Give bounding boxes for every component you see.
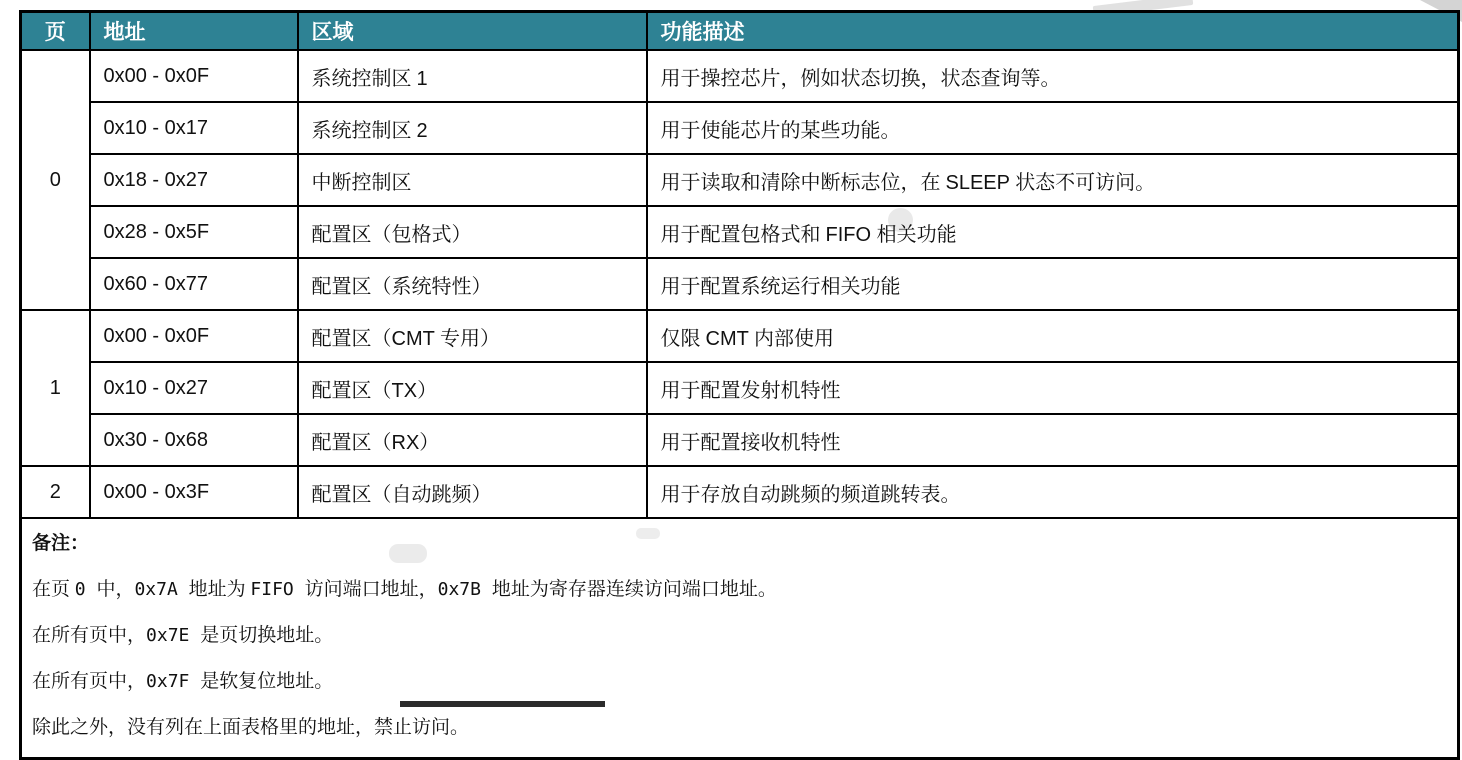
page-cell: 2: [21, 466, 90, 518]
register-map-table: [19, 10, 1460, 760]
region-cell: 系统控制区 2: [298, 102, 647, 154]
description-cell: 用于配置包格式和 FIFO 相关功能: [647, 206, 1459, 258]
table-row: [21, 362, 1459, 414]
table-row: [21, 50, 1459, 102]
address-cell: 0x18 - 0x27: [90, 154, 298, 206]
header-region: 区域: [298, 12, 647, 51]
notes-row: [21, 518, 1459, 759]
address-cell: 0x00 - 0x0F: [90, 310, 298, 362]
region-cell: 配置区（包格式）: [298, 206, 647, 258]
notes-lines: [32, 575, 1445, 743]
header-page: 页: [21, 12, 90, 51]
address-cell: 0x00 - 0x3F: [90, 466, 298, 518]
region-cell: 配置区（CMT 专用）: [298, 310, 647, 362]
note-line: 在所有页中，0x7F 是软复位地址。: [32, 671, 334, 692]
region-cell: 配置区（RX）: [298, 414, 647, 466]
description-cell: 用于配置发射机特性: [647, 362, 1459, 414]
page-cell: 0: [21, 50, 90, 310]
table-row: [21, 102, 1459, 154]
note-line: 在页 0 中，0x7A 地址为 FIFO 访问端口地址，0x7B 地址为寄存器连续访问端口地址。: [32, 579, 777, 600]
header-row: [21, 12, 1459, 51]
address-cell: 0x60 - 0x77: [90, 258, 298, 310]
table-row: [21, 310, 1459, 362]
address-cell: 0x10 - 0x17: [90, 102, 298, 154]
address-cell: 0x10 - 0x27: [90, 362, 298, 414]
notes-cell: [21, 518, 1459, 759]
region-cell: 系统控制区 1: [298, 50, 647, 102]
region-cell: 配置区（系统特性）: [298, 258, 647, 310]
header-address: 地址: [90, 12, 298, 51]
region-cell: 配置区（TX）: [298, 362, 647, 414]
register-table-body: [21, 50, 1459, 518]
description-cell: 用于操控芯片，例如状态切换，状态查询等。: [647, 50, 1459, 102]
address-cell: 0x30 - 0x68: [90, 414, 298, 466]
region-cell: 配置区（自动跳频）: [298, 466, 647, 518]
table-row: [21, 466, 1459, 518]
address-cell: 0x00 - 0x0F: [90, 50, 298, 102]
table-row: [21, 206, 1459, 258]
description-cell: 用于配置接收机特性: [647, 414, 1459, 466]
description-cell: 用于存放自动跳频的频道跳转表。: [647, 466, 1459, 518]
table-row: [21, 154, 1459, 206]
address-cell: 0x28 - 0x5F: [90, 206, 298, 258]
note-line: 除此之外，没有列在上面表格里的地址，禁止访问。: [32, 717, 470, 738]
description-cell: 用于读取和清除中断标志位，在 SLEEP 状态不可访问。: [647, 154, 1459, 206]
page-cell: 1: [21, 310, 90, 466]
region-cell: 中断控制区: [298, 154, 647, 206]
header-description: 功能描述: [647, 12, 1459, 51]
note-line: 在所有页中，0x7E 是页切换地址。: [32, 625, 334, 646]
description-cell: 仅限 CMT 内部使用: [647, 310, 1459, 362]
notes-label: 备注：: [32, 533, 90, 554]
description-cell: 用于使能芯片的某些功能。: [647, 102, 1459, 154]
table-row: [21, 258, 1459, 310]
description-cell: 用于配置系统运行相关功能: [647, 258, 1459, 310]
table-row: [21, 414, 1459, 466]
